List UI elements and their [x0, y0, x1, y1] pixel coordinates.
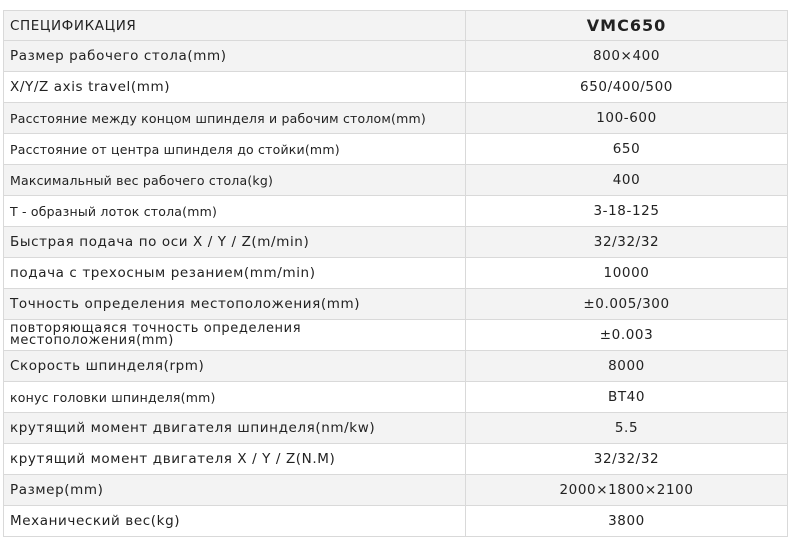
row-label: X/Y/Z axis travel(mm) — [4, 72, 466, 103]
table-row — [4, 444, 788, 475]
row-value: 10000 — [466, 258, 788, 289]
table-row — [4, 258, 788, 289]
row-value: 650/400/500 — [466, 72, 788, 103]
row-label: повторяющаяся точность определения местоположения(mm) — [4, 320, 466, 351]
table-row — [4, 413, 788, 444]
table-row — [4, 289, 788, 320]
row-label: Размер(mm) — [4, 475, 466, 506]
table-row — [4, 227, 788, 258]
table-row — [4, 506, 788, 537]
row-label: Максимальный вес рабочего стола(kg) — [4, 165, 466, 196]
header-model: VMC650 — [466, 11, 788, 41]
row-value: 3-18-125 — [466, 196, 788, 227]
row-value: BT40 — [466, 382, 788, 413]
table-header-row — [4, 11, 788, 41]
row-label: подача с трехосным резанием(mm/min) — [4, 258, 466, 289]
header-label: СПЕЦИФИКАЦИЯ — [4, 11, 466, 41]
row-value: 100-600 — [466, 103, 788, 134]
row-label: крутящий момент двигателя X / Y / Z(N.M) — [4, 444, 466, 475]
specification-table — [3, 10, 788, 537]
row-value: 32/32/32 — [466, 227, 788, 258]
table-row — [4, 351, 788, 382]
table-row — [4, 320, 788, 351]
table-row — [4, 103, 788, 134]
table-row — [4, 165, 788, 196]
row-value: 5.5 — [466, 413, 788, 444]
row-value: 8000 — [466, 351, 788, 382]
row-value: 32/32/32 — [466, 444, 788, 475]
row-label: T - образный лоток стола(mm) — [4, 196, 466, 227]
row-label: Скорость шпинделя(rpm) — [4, 351, 466, 382]
table-row — [4, 41, 788, 72]
row-value: ±0.003 — [466, 320, 788, 351]
table-row — [4, 72, 788, 103]
row-value: 650 — [466, 134, 788, 165]
row-label: Расстояние от центра шпинделя до стойки(mm) — [4, 134, 466, 165]
row-label: Расстояние между концом шпинделя и рабочим столом(mm) — [4, 103, 466, 134]
row-value: 2000×1800×2100 — [466, 475, 788, 506]
table-row — [4, 196, 788, 227]
row-label: Точность определения местоположения(mm) — [4, 289, 466, 320]
table-row — [4, 134, 788, 165]
table-row — [4, 382, 788, 413]
row-label: конус головки шпинделя(mm) — [4, 382, 466, 413]
row-value: 800×400 — [466, 41, 788, 72]
row-value: ±0.005/300 — [466, 289, 788, 320]
row-value: 3800 — [466, 506, 788, 537]
table-row — [4, 475, 788, 506]
row-label: крутящий момент двигателя шпинделя(nm/kw) — [4, 413, 466, 444]
row-label: Механический вес(kg) — [4, 506, 466, 537]
row-label: Размер рабочего стола(mm) — [4, 41, 466, 72]
row-value: 400 — [466, 165, 788, 196]
row-label: Быстрая подача по оси X / Y / Z(m/min) — [4, 227, 466, 258]
